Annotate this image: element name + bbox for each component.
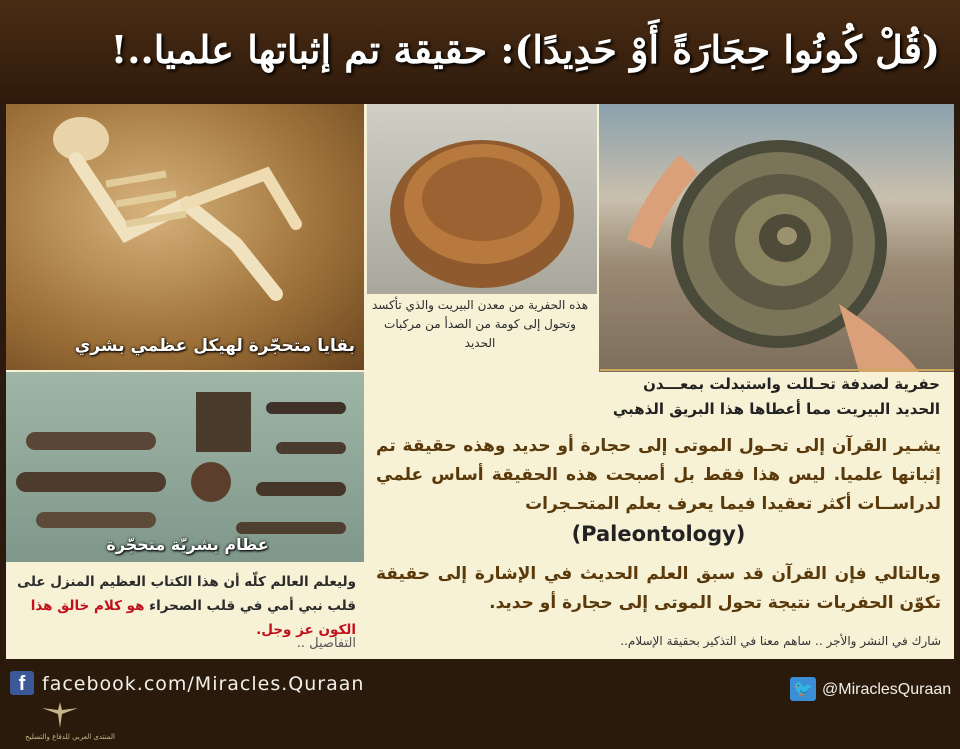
twitter-link[interactable]: @MiraclesQuraan	[822, 681, 952, 698]
skeleton-caption: بقايا متحجّرة لهيكل عظمي بشري	[74, 336, 355, 356]
page-title: (قُلْ كُونُوا حِجَارَةً أَوْ حَدِيدًا): حقيقة تم إثباتها علميا..!	[110, 27, 940, 72]
divider-line	[600, 369, 954, 371]
nodule-illustration	[367, 104, 597, 294]
paleontology-term: (Paleontology)	[571, 522, 746, 546]
nodule-caption-line1: هذه الحفرية من معدن البيريت والذي تأكسد	[371, 298, 589, 312]
emblem-logo	[40, 700, 80, 730]
nodule-caption	[367, 296, 593, 370]
ammonite-illustration	[599, 104, 954, 372]
main-paragraph-text: يشـير القرآن إلى تحـول الموتى إلى حجارة أو حديد وهذه حقيقة تم إثباتها علميا. ليس هذا فقط بل أصبحت هذه الحقيقة أساس علمي لدراســات أكثر تعقيدا فيما يعرف بعلم المتحـجرات	[376, 436, 941, 514]
nodule-caption-line2: وتحول إلى كومة من الصدأ من مركبات الحديد	[384, 317, 576, 350]
fossil-description-line1: حفرية لصدفة تحـللت واستبدلت بمعـــدن	[643, 375, 940, 393]
fossil-description-line2: الحديد البيريت مما أعطاها هذا البريق الذهبي	[612, 400, 940, 418]
share-text: شارك في النشر والأجر .. ساهم معنا في التذكير بحقيقة الإسلام..	[620, 634, 941, 648]
facebook-link[interactable]: facebook.com/Miracles.Quraan	[42, 673, 365, 695]
facebook-icon[interactable]: f	[10, 671, 34, 695]
main-paragraph	[376, 432, 941, 549]
left-statement	[14, 570, 356, 642]
left-statement-highlight: هو كلام خالق هذا الكون عز وجل.	[30, 598, 356, 638]
bones-caption: عظام بشريّة متحجّرة	[106, 535, 269, 554]
fossil-bones-photo	[6, 372, 364, 562]
ammonite-fossil-photo	[599, 104, 954, 372]
twitter-icon[interactable]: 🐦	[790, 677, 816, 701]
details-link[interactable]: التفاصيل ..	[296, 636, 356, 651]
skeleton-fossil-photo	[6, 104, 364, 370]
emblem-text: المنتدى العربي للدفاع والتسليح	[25, 733, 115, 741]
skeleton-illustration	[36, 114, 316, 314]
bones-illustration	[6, 372, 364, 562]
pyrite-nodule-photo	[367, 104, 597, 294]
left-statement-part1: وليعلم العالم كلّه أن هذا الكتاب العظيم المنزل على قلب نبي أمي في قلب الصحراء	[17, 574, 356, 614]
fossil-description	[600, 372, 940, 422]
conclusion-paragraph: وبالتالي فإن القرآن قد سبق العلم الحديث في الإشارة إلى حقيقة تكوّن الحفريات نتيجة تحول الموتى إلى حجارة أو حديد.	[376, 564, 941, 613]
